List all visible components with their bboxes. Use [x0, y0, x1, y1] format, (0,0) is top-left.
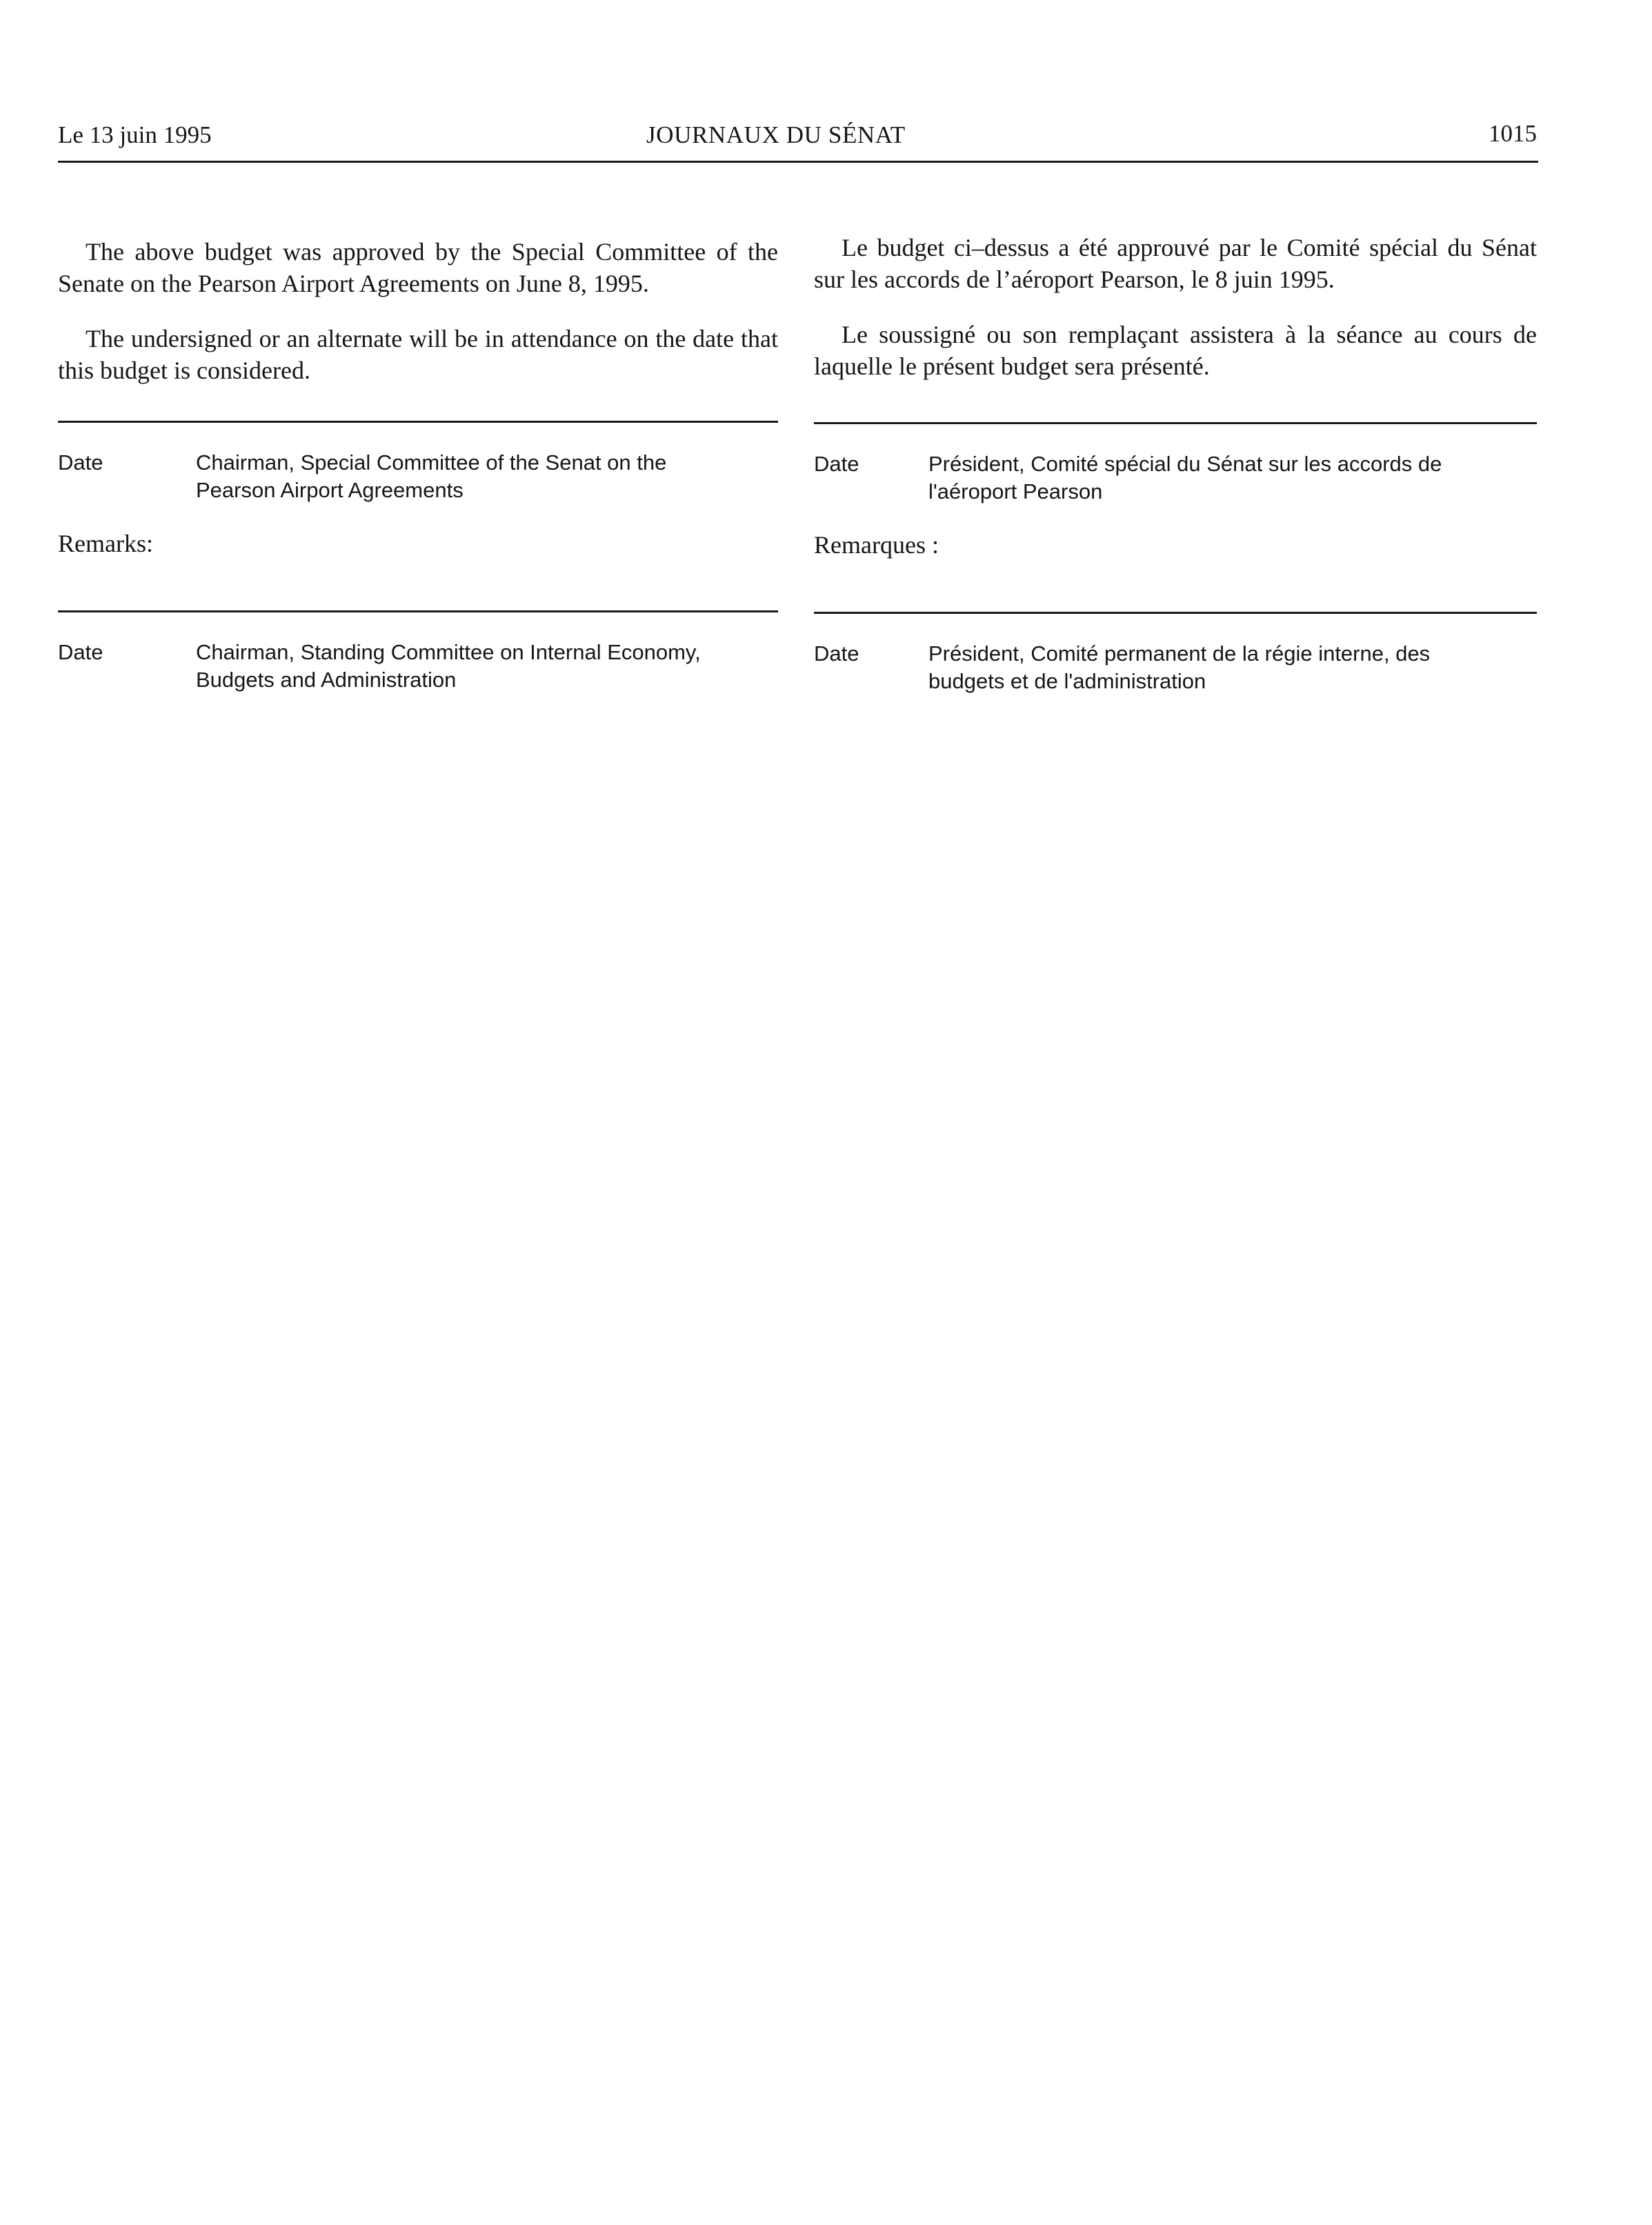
remarks-label-en: Remarks:	[58, 530, 153, 557]
page-number: 1015	[1489, 120, 1537, 147]
signature-title: Président, Comité permanent de la régie interne, des budgets et de l'administration	[928, 641, 1431, 693]
running-header-title: JOURNAUX DU SÉNAT	[646, 121, 906, 148]
signature-block-internal-economy-en	[58, 610, 778, 694]
signature-line	[58, 421, 778, 423]
signature-block-special-committee-en	[58, 421, 778, 504]
signature-block-internal-economy-fr	[814, 612, 1537, 695]
english-column	[58, 236, 778, 694]
signature-line	[814, 422, 1537, 424]
header-rule	[58, 161, 1538, 163]
signature-date-label: Date	[58, 450, 103, 475]
signature-block-special-committee-fr	[814, 422, 1537, 506]
signature-line	[58, 610, 778, 612]
signature-date-label: Date	[58, 640, 103, 664]
attendance-paragraph-fr: Le soussigné ou son remplaçant assistera à la séance au cours de laquelle le présent budget sera présenté.	[814, 321, 1537, 380]
signature-title: Chairman, Special Committee of the Senat on the Pearson Airport Agreements	[196, 450, 667, 502]
attendance-paragraph-en: The undersigned or an alternate will be in attendance on the date that this budget is considered.	[58, 325, 778, 384]
french-column	[814, 232, 1537, 695]
approval-paragraph-en: The above budget was approved by the Special Committee of the Senate on the Pearson Airport Agreements on June 8, 1995.	[58, 238, 778, 297]
signature-title: Chairman, Standing Committee on Internal Economy, Budgets and Administration	[196, 640, 701, 692]
signature-line	[814, 612, 1537, 614]
signature-date-label: Date	[814, 641, 859, 666]
approval-paragraph-fr: Le budget ci–dessus a été approuvé par le Comité spécial du Sénat sur les accords de l’aéroport Pearson, le 8 juin 1995.	[814, 234, 1537, 293]
remarks-label-fr: Remarques :	[814, 531, 939, 559]
signature-title: Président, Comité spécial du Sénat sur les accords de l'aéroport Pearson	[928, 452, 1442, 503]
running-header-date: Le 13 juin 1995	[58, 121, 212, 148]
signature-date-label: Date	[814, 452, 859, 476]
